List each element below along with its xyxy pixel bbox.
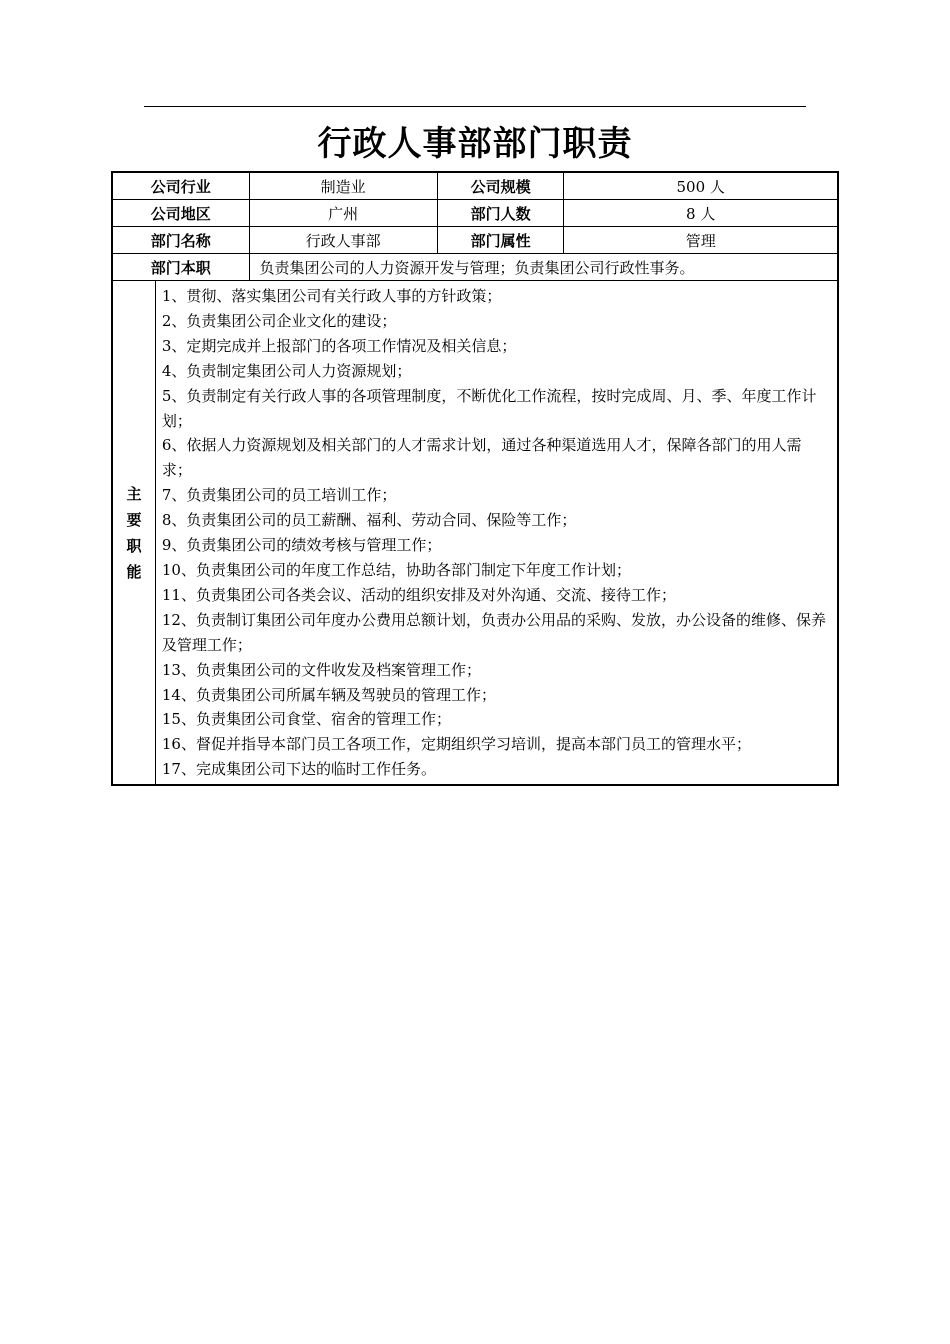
list-item: 3、定期完成并上报部门的各项工作情况及相关信息； (161, 336, 517, 355)
list-item: 12、负责制订集团公司年度办公费用总额计划，负责办公用品的采购、发放，办公设备的维修、保养及管理工作； (161, 610, 826, 654)
page-title: 行政人事部部门职责 (317, 124, 633, 164)
label-char: 职 (126, 536, 142, 555)
list-item: 6、依据人力资源规划及相关部门的人才需求计划，通过各种渠道选用人才，保障各部门的用人需求； (161, 436, 802, 480)
table-row (112, 281, 838, 786)
list-item: 2、负责集团公司企业文化的建设； (161, 311, 397, 330)
label-char: 主 (126, 484, 142, 503)
table-row (112, 200, 838, 227)
responsibility-table (111, 171, 839, 786)
list-item: 13、负责集团公司的文件收发及档案管理工作； (161, 660, 481, 679)
headcount-value: 8 人 (564, 200, 838, 227)
list-item: 10、负责集团公司的年度工作总结，协助各部门制定下年度工作计划； (161, 560, 631, 579)
list-item: 9、负责集团公司的绩效考核与管理工作； (161, 536, 442, 555)
functions-cell (155, 281, 838, 786)
list-item: 11、负责集团公司各类会议、活动的组织安排及对外沟通、交流、接待工作； (161, 585, 676, 604)
scale-value: 500 人 (564, 172, 838, 200)
list-item: 17、完成集团公司下达的临时工作任务。 (161, 760, 436, 779)
list-item: 5、负责制定有关行政人事的各项管理制度，不断优化工作流程，按时完成周、月、季、年度工作计划； (161, 386, 817, 430)
list-item: 4、负责制定集团公司人力资源规划； (161, 361, 412, 380)
list-item: 1、贯彻、落实集团公司有关行政人事的方针政策； (161, 287, 502, 305)
main-functions-label (112, 281, 155, 786)
dept-name-label: 部门名称 (112, 227, 249, 254)
list-item: 8、负责集团公司的员工薪酬、福利、劳动合同、保险等工作； (161, 511, 577, 530)
industry-value: 制造业 (249, 172, 437, 200)
dept-attr-label: 部门属性 (437, 227, 564, 254)
label-char: 要 (126, 510, 142, 529)
dept-name-value: 行政人事部 (249, 227, 437, 254)
duty-label: 部门本职 (112, 254, 249, 281)
list-item: 16、督促并指导本部门员工各项工作，定期组织学习培训，提高本部门员工的管理水平； (161, 735, 751, 754)
table-row (112, 172, 838, 200)
list-item: 7、负责集团公司的员工培训工作； (161, 486, 397, 505)
list-item: 14、负责集团公司所属车辆及驾驶员的管理工作； (161, 685, 496, 704)
region-value: 广州 (249, 200, 437, 227)
table-row (112, 254, 838, 281)
header-rule (144, 106, 806, 107)
list-item: 15、负责集团公司食堂、宿舍的管理工作； (161, 710, 451, 729)
label-char: 能 (126, 562, 142, 581)
duty-value: 负责集团公司的人力资源开发与管理；负责集团公司行政性事务。 (249, 254, 838, 281)
region-label: 公司地区 (112, 200, 249, 227)
functions-list (162, 284, 831, 782)
industry-label: 公司行业 (112, 172, 249, 200)
dept-attr-value: 管理 (564, 227, 838, 254)
headcount-label: 部门人数 (437, 200, 564, 227)
table-row (112, 227, 838, 254)
scale-label: 公司规模 (437, 172, 564, 200)
